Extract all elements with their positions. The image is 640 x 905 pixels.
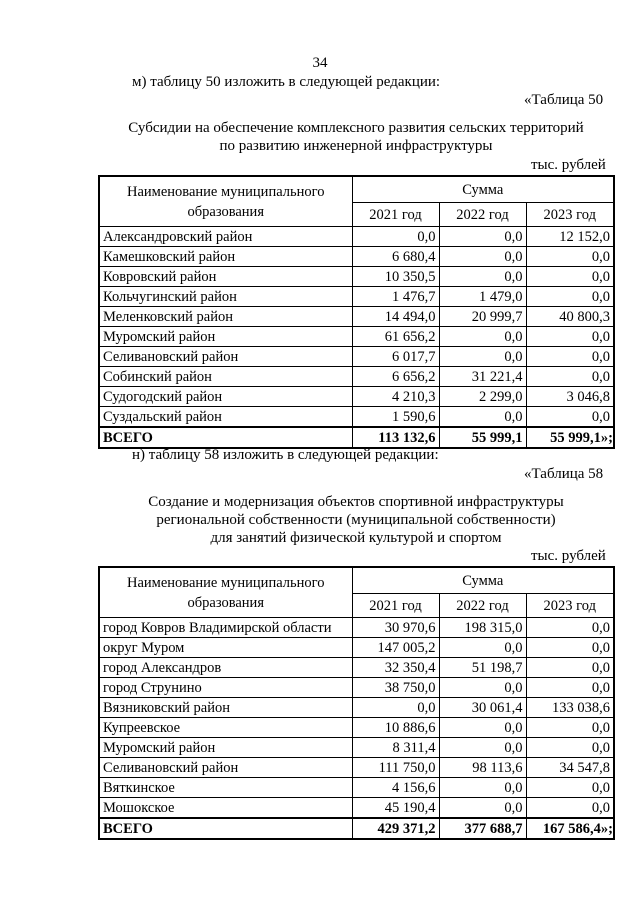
value-2022: 198 315,0	[439, 618, 526, 638]
value-2022: 0,0	[439, 738, 526, 758]
table2-title-line2: региональной собственности (муниципальной собственности)	[156, 512, 556, 528]
table-row	[99, 307, 614, 327]
value-2023: 0,0	[526, 247, 614, 267]
table1-label: «Таблица 50	[524, 92, 604, 108]
row-name: Купреевское	[99, 718, 352, 738]
col-header-2023: 2023 год	[526, 594, 614, 618]
table-row	[99, 287, 614, 307]
value-2022: 1 479,0	[439, 287, 526, 307]
value-2023: 3 046,8	[526, 387, 614, 407]
page-number: 34	[312, 55, 328, 71]
row-name: город Александров	[99, 658, 352, 678]
value-2021: 6 656,2	[352, 367, 439, 387]
value-2022: 2 299,0	[439, 387, 526, 407]
value-2021: 10 350,5	[352, 267, 439, 287]
table1-title-line1: Субсидии на обеспечение комплексного развития сельских территорий	[128, 120, 584, 136]
value-2022: 0,0	[439, 678, 526, 698]
value-2023: 12 152,0	[526, 227, 614, 247]
table-row	[99, 798, 614, 819]
value-2021: 45 190,4	[352, 798, 439, 819]
value-2022: 0,0	[439, 267, 526, 287]
table1-title-line2: по развитию инженерной инфраструктуры	[219, 138, 493, 154]
value-2023: 0,0	[526, 798, 614, 819]
value-2022: 0,0	[439, 247, 526, 267]
table2-title-line1: Создание и модернизация объектов спортивной инфраструктуры	[148, 494, 564, 510]
row-name: город Струнино	[99, 678, 352, 698]
col-header-sum: Сумма	[352, 176, 614, 203]
value-2021: 0,0	[352, 227, 439, 247]
table-row	[99, 658, 614, 678]
row-name: Селивановский район	[99, 758, 352, 778]
row-name: Суздальский район	[99, 407, 352, 428]
value-2021: 61 656,2	[352, 327, 439, 347]
value-2023: 0,0	[526, 407, 614, 428]
value-2021: 10 886,6	[352, 718, 439, 738]
value-2022: 0,0	[439, 718, 526, 738]
value-2023: 0,0	[526, 347, 614, 367]
value-2023: 0,0	[526, 367, 614, 387]
value-2022: 0,0	[439, 798, 526, 819]
value-2021: 147 005,2	[352, 638, 439, 658]
row-name: Ковровский район	[99, 267, 352, 287]
row-name: Кольчугинский район	[99, 287, 352, 307]
value-2023: 0,0	[526, 618, 614, 638]
value-2022: 30 061,4	[439, 698, 526, 718]
value-2021: 6 017,7	[352, 347, 439, 367]
row-name: Вяткинское	[99, 778, 352, 798]
total-label: ВСЕГО	[99, 427, 352, 448]
col-header-2021: 2021 год	[352, 203, 439, 227]
value-2021: 111 750,0	[352, 758, 439, 778]
table2-title-line3: для занятий физической культурой и спортом	[210, 530, 502, 546]
table-58	[98, 566, 615, 840]
row-name: Муромский район	[99, 738, 352, 758]
value-2023: 0,0	[526, 718, 614, 738]
row-name: Муромский район	[99, 327, 352, 347]
col-header-name: Наименование муниципального образования	[99, 176, 352, 227]
table-row	[99, 347, 614, 367]
value-2023: 0,0	[526, 327, 614, 347]
value-2022: 0,0	[439, 407, 526, 428]
table-total-row	[99, 818, 614, 839]
col-header-2022: 2022 год	[439, 594, 526, 618]
value-2023: 40 800,3	[526, 307, 614, 327]
value-2021: 6 680,4	[352, 247, 439, 267]
table-row	[99, 327, 614, 347]
col-header-2023: 2023 год	[526, 203, 614, 227]
table-row	[99, 738, 614, 758]
table-row	[99, 638, 614, 658]
total-label: ВСЕГО	[99, 818, 352, 839]
row-name: Камешковский район	[99, 247, 352, 267]
table-row	[99, 227, 614, 247]
item-n-instruction: н) таблицу 58 изложить в следующей редакции:	[132, 447, 439, 463]
value-2021: 1 590,6	[352, 407, 439, 428]
value-2021: 0,0	[352, 698, 439, 718]
total-2022: 377 688,7	[439, 818, 526, 839]
table-row	[99, 247, 614, 267]
value-2022: 0,0	[439, 638, 526, 658]
value-2023: 0,0	[526, 678, 614, 698]
table-row	[99, 367, 614, 387]
table1-units: тыс. рублей	[531, 157, 606, 173]
row-name: Вязниковский район	[99, 698, 352, 718]
row-name: Меленковский район	[99, 307, 352, 327]
table-row	[99, 758, 614, 778]
value-2022: 20 999,7	[439, 307, 526, 327]
value-2022: 0,0	[439, 327, 526, 347]
row-name: город Ковров Владимирской области	[99, 618, 352, 638]
value-2021: 32 350,4	[352, 658, 439, 678]
col-header-2022: 2022 год	[439, 203, 526, 227]
value-2022: 51 198,7	[439, 658, 526, 678]
table-row	[99, 267, 614, 287]
row-name: Селивановский район	[99, 347, 352, 367]
value-2021: 1 476,7	[352, 287, 439, 307]
row-name: Мошокское	[99, 798, 352, 819]
table-row	[99, 698, 614, 718]
row-name: Судогодский район	[99, 387, 352, 407]
table2-units: тыс. рублей	[531, 548, 606, 564]
col-header-2021: 2021 год	[352, 594, 439, 618]
value-2023: 0,0	[526, 778, 614, 798]
value-2021: 4 156,6	[352, 778, 439, 798]
row-name: округ Муром	[99, 638, 352, 658]
table-row	[99, 407, 614, 428]
value-2021: 8 311,4	[352, 738, 439, 758]
table-total-row	[99, 427, 614, 448]
col-header-sum: Сумма	[352, 567, 614, 594]
value-2022: 0,0	[439, 227, 526, 247]
item-m-instruction: м) таблицу 50 изложить в следующей редакции:	[132, 74, 441, 90]
value-2022: 0,0	[439, 347, 526, 367]
total-2021: 429 371,2	[352, 818, 439, 839]
total-2023: 167 586,4»;	[526, 818, 614, 839]
value-2022: 0,0	[439, 778, 526, 798]
table-row	[99, 618, 614, 638]
value-2021: 38 750,0	[352, 678, 439, 698]
table-50	[98, 175, 615, 449]
value-2023: 0,0	[526, 287, 614, 307]
table-row	[99, 387, 614, 407]
value-2023: 0,0	[526, 658, 614, 678]
value-2023: 0,0	[526, 638, 614, 658]
total-2022: 55 999,1	[439, 427, 526, 448]
value-2023: 133 038,6	[526, 698, 614, 718]
value-2023: 0,0	[526, 267, 614, 287]
table-row	[99, 678, 614, 698]
table-row	[99, 778, 614, 798]
value-2022: 98 113,6	[439, 758, 526, 778]
table-row	[99, 718, 614, 738]
value-2022: 31 221,4	[439, 367, 526, 387]
total-2021: 113 132,6	[352, 427, 439, 448]
value-2021: 4 210,3	[352, 387, 439, 407]
value-2023: 0,0	[526, 738, 614, 758]
value-2023: 34 547,8	[526, 758, 614, 778]
total-2023: 55 999,1»;	[526, 427, 614, 448]
table2-label: «Таблица 58	[524, 466, 604, 482]
row-name: Собинский район	[99, 367, 352, 387]
value-2021: 14 494,0	[352, 307, 439, 327]
row-name: Александровский район	[99, 227, 352, 247]
value-2021: 30 970,6	[352, 618, 439, 638]
col-header-name: Наименование муниципального образования	[99, 567, 352, 618]
